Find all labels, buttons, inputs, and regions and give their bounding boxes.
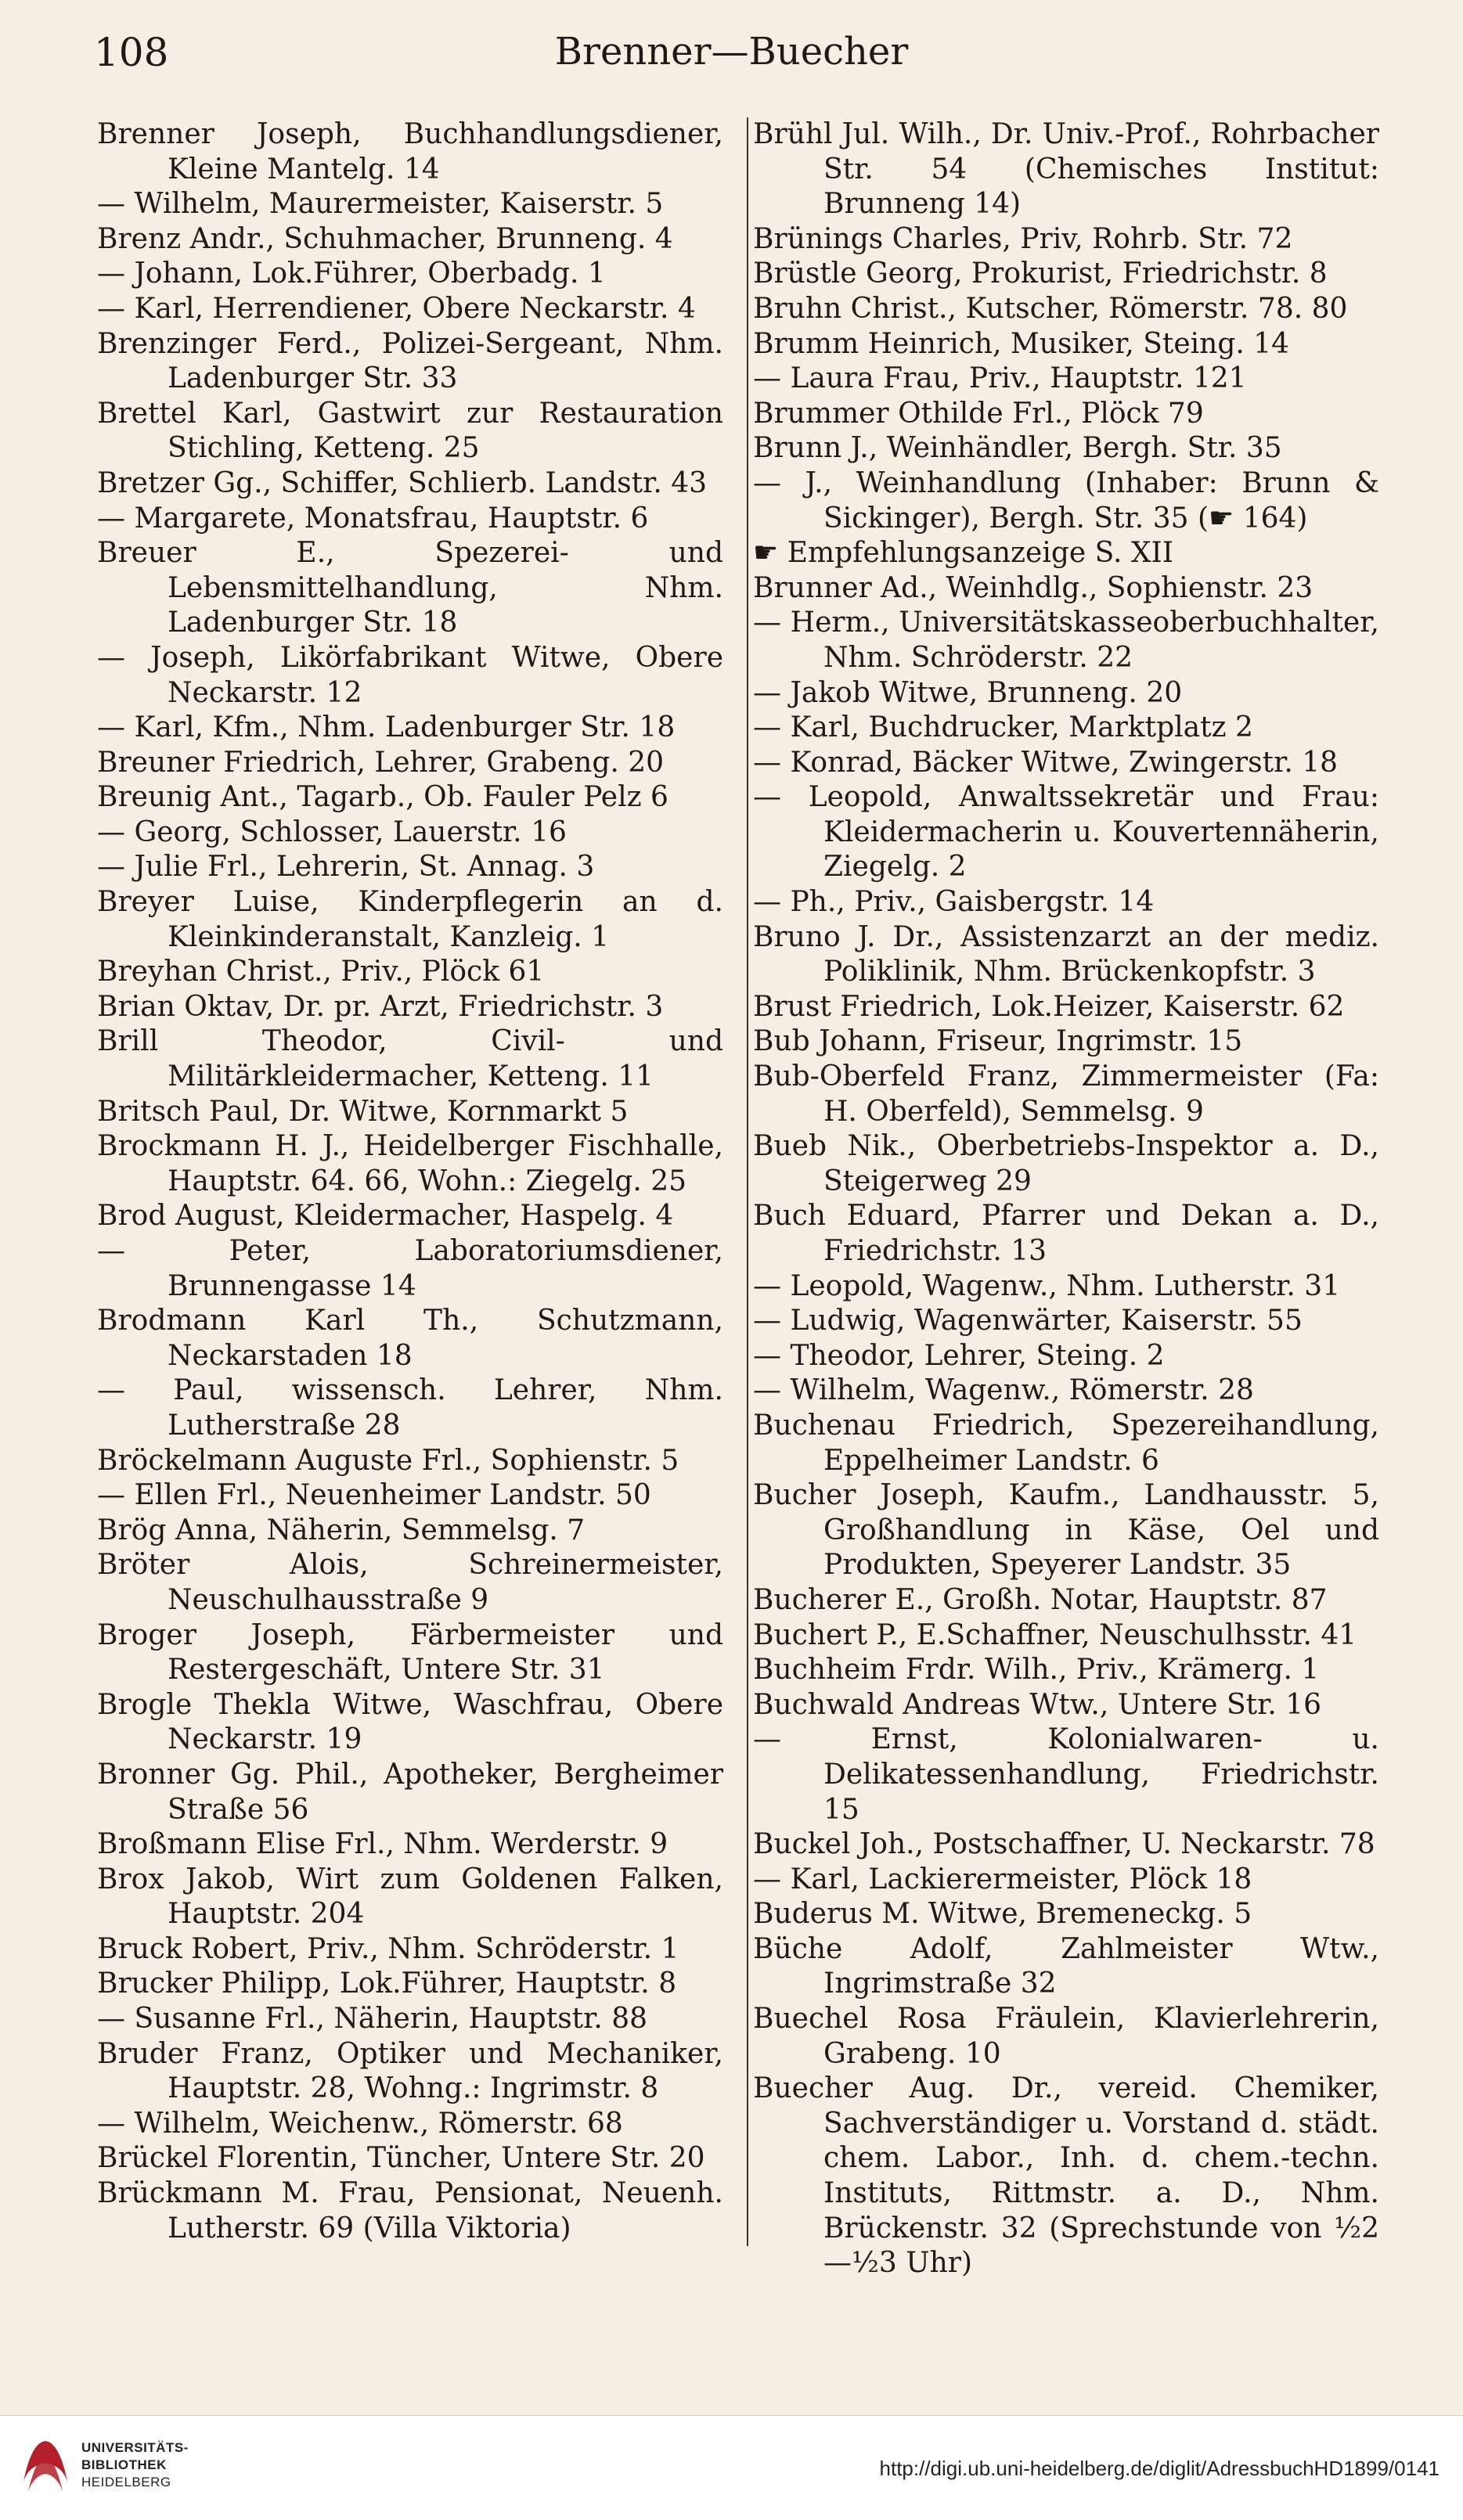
directory-entry: Brüstle Georg, Prokurist, Friedrichstr. 8 [753, 257, 1328, 290]
directory-entry: Brod August, Kleidermacher, Haspelg. 4 [97, 1200, 674, 1233]
directory-entry: — Johann, Lok.Führer, Oberbadg. 1 [97, 257, 723, 292]
directory-entry: — Georg, Schlosser, Lauerstr. 16 [97, 815, 723, 851]
page-number: 108 [94, 30, 169, 75]
library-name [81, 2439, 189, 2491]
directory-entry: Bronner Gg. Phil., Apotheker, Bergheimer Straße 56 [97, 1758, 723, 1826]
source-url-link[interactable]: http://digi.ub.uni-heidelberg.de/diglit/AdressbuchHD1899/0141 [879, 2457, 1440, 2480]
directory-entry: — Karl, Buchdrucker, Marktplatz 2 [753, 711, 1379, 746]
directory-entry: — Theodor, Lehrer, Steing. 2 [753, 1339, 1379, 1374]
directory-entry: — Peter, Laboratoriumsdiener, Brunnengasse 14 [97, 1234, 723, 1304]
directory-entry: — Wilhelm, Wagenw., Römerstr. 28 [753, 1373, 1379, 1409]
library-name-line-2: BIBLIOTHEK [81, 2457, 167, 2472]
directory-entry: Bub Johann, Friseur, Ingrimstr. 15 [753, 1025, 1243, 1058]
directory-entry: Breuer E., Spezerei- und Lebensmittelhandlung, Nhm. Ladenburger Str. 18 [97, 537, 723, 639]
left-column [97, 117, 723, 2246]
directory-entry: Brummer Othilde Frl., Plöck 79 [753, 397, 1204, 430]
directory-entry: — Susanne Frl., Näherin, Hauptstr. 88 [97, 2002, 723, 2037]
directory-entry: Bub-Oberfeld Franz, Zimmermeister (Fa: H. Oberfeld), Semmelsg. 9 [753, 1060, 1379, 1128]
directory-entry: Breuner Friedrich, Lehrer, Grabeng. 20 [97, 746, 665, 779]
directory-entry: — Margarete, Monatsfrau, Hauptstr. 6 [97, 502, 723, 537]
directory-entry: — Julie Frl., Lehrerin, St. Annag. 3 [97, 850, 723, 885]
directory-entry: Buch Eduard, Pfarrer und Dekan a. D., Friedrichstr. 13 [753, 1200, 1379, 1267]
directory-entry: — Paul, wissensch. Lehrer, Nhm. Lutherstraße 28 [97, 1373, 723, 1443]
footer-bar [0, 2415, 1463, 2520]
directory-entry: Büche Adolf, Zahlmeister Wtw., Ingrimstraße 32 [753, 1932, 1379, 2000]
directory-entry: — Wilhelm, Weichenw., Römerstr. 68 [97, 2107, 723, 2142]
directory-entry: — Laura Frau, Priv., Hauptstr. 121 [753, 362, 1379, 397]
directory-entry: Brenz Andr., Schuhmacher, Brunneng. 4 [97, 222, 673, 255]
directory-entry: — Karl, Lackierermeister, Plöck 18 [753, 1863, 1379, 1898]
directory-entry: — Ludwig, Wagenwärter, Kaiserstr. 55 [753, 1304, 1379, 1339]
directory-entry: Bucher Joseph, Kaufm., Landhausstr. 5, Großhandlung in Käse, Oel und Produkten, Speyerer Landstr. 35 [753, 1479, 1379, 1582]
directory-entry: Brög Anna, Näherin, Semmelsg. 7 [97, 1514, 586, 1546]
directory-entry: Breyer Luise, Kinderpflegerin an d. Kleinkinderanstalt, Kanzleig. 1 [97, 886, 723, 953]
directory-entry: Brodmann Karl Th., Schutzmann, Neckarstaden 18 [97, 1305, 723, 1372]
directory-entry: Brenner Joseph, Buchhandlungsdiener, Kleine Mantelg. 14 [97, 118, 723, 185]
directory-entry: Buchert P., E.Schaffner, Neuschulhsstr. 41 [753, 1618, 1357, 1651]
directory-entry: Bueb Nik., Oberbetriebs-Inspektor a. D., Steigerweg 29 [753, 1130, 1379, 1197]
directory-entry: — Karl, Kfm., Nhm. Ladenburger Str. 18 [97, 711, 723, 746]
library-logo-icon [16, 2435, 75, 2497]
directory-entry: Brumm Heinrich, Musiker, Steing. 14 [753, 327, 1290, 360]
directory-entry: Brucker Philipp, Lok.Führer, Hauptstr. 8 [97, 1967, 677, 2000]
directory-entry: Brian Oktav, Dr. pr. Arzt, Friedrichstr. 3 [97, 990, 664, 1023]
directory-entry: Brox Jakob, Wirt zum Goldenen Falken, Hauptstr. 204 [97, 1863, 723, 1931]
directory-entry: — Leopold, Anwaltssekretär und Frau: Kleidermacherin u. Kouvertennäherin, Ziegelg. 2 [753, 780, 1379, 885]
directory-entry: Bruck Robert, Priv., Nhm. Schröderstr. 1 [97, 1932, 679, 1965]
directory-entry: Buechel Rosa Fräulein, Klavierlehrerin, Grabeng. 10 [753, 2003, 1379, 2070]
directory-entry: Bröckelmann Auguste Frl., Sophienstr. 5 [97, 1444, 679, 1477]
directory-entry: Bruder Franz, Optiker und Mechaniker, Hauptstr. 28, Wohng.: Ingrimstr. 8 [97, 2037, 723, 2105]
library-name-line-3: HEIDELBERG [81, 2475, 171, 2489]
column-divider [747, 117, 748, 2246]
directory-entry: ☛ Empfehlungsanzeige S. XII [753, 537, 1173, 570]
directory-entry: — Wilhelm, Maurermeister, Kaiserstr. 5 [97, 187, 723, 222]
directory-entry: — Jakob Witwe, Brunneng. 20 [753, 676, 1379, 711]
directory-entry: Brenzinger Ferd., Polizei-Sergeant, Nhm. Ladenburger Str. 33 [97, 327, 723, 395]
page-header [94, 30, 1369, 85]
directory-entry: Buchheim Frdr. Wilh., Priv., Krämerg. 1 [753, 1654, 1320, 1687]
directory-entry: Brockmann H. J., Heidelberger Fischhalle, Hauptstr. 64. 66, Wohn.: Ziegelg. 25 [97, 1130, 723, 1197]
directory-entry: Bruno J. Dr., Assistenzarzt an der mediz. Poliklinik, Nhm. Brückenkopfstr. 3 [753, 920, 1379, 988]
directory-entry: Bucherer E., Großh. Notar, Hauptstr. 87 [753, 1583, 1328, 1616]
library-name-line-1: UNIVERSITÄTS- [81, 2440, 189, 2455]
directory-entry: Buecher Aug. Dr., vereid. Chemiker, Sachverständiger u. Vorstand d. städt. chem. Labor., Inh. d. chem.-techn. Instituts, Rittmstr. a. D., Nhm. Brückenstr. 32 (Sprechstunde von ½2—½3 Uhr) [753, 2072, 1379, 2280]
directory-entry: — Ernst, Kolonialwaren- u. Delikatessenhandlung, Friedrichstr. 15 [753, 1723, 1379, 1827]
directory-entry: Brunner Ad., Weinhdlg., Sophienstr. 23 [753, 571, 1313, 604]
directory-entry: Brettel Karl, Gastwirt zur Restauration Stichling, Ketteng. 25 [97, 397, 723, 465]
page-title: Brenner—Buecher [554, 30, 909, 74]
right-column [753, 117, 1379, 2281]
directory-entry: Breyhan Christ., Priv., Plöck 61 [97, 956, 545, 988]
directory-entry: Brückel Florentin, Tüncher, Untere Str. 20 [97, 2142, 705, 2175]
directory-entry: Breunig Ant., Tagarb., Ob. Fauler Pelz 6 [97, 781, 668, 814]
directory-entry: Bretzer Gg., Schiffer, Schlierb. Landstr. 43 [97, 466, 708, 499]
directory-entry: Bruhn Christ., Kutscher, Römerstr. 78. 80 [753, 292, 1348, 325]
directory-entry: — Herm., Universitätskasseoberbuchhalter, Nhm. Schröderstr. 22 [753, 606, 1379, 675]
directory-entry: Buderus M. Witwe, Bremeneckg. 5 [753, 1898, 1252, 1931]
directory-entry: — Konrad, Bäcker Witwe, Zwingerstr. 18 [753, 746, 1379, 781]
directory-entry: Broßmann Elise Frl., Nhm. Werderstr. 9 [97, 1828, 668, 1861]
directory-entry: Buchenau Friedrich, Spezereihandlung, Eppelheimer Landstr. 6 [753, 1409, 1379, 1477]
directory-entry: — Joseph, Likörfabrikant Witwe, Obere Neckarstr. 12 [97, 641, 723, 711]
directory-entry: Brill Theodor, Civil- und Militärkleidermacher, Ketteng. 11 [97, 1025, 723, 1093]
directory-entry: — Karl, Herrendiener, Obere Neckarstr. 4 [97, 292, 723, 327]
directory-entry: — J., Weinhandlung (Inhaber: Brunn & Sickinger), Bergh. Str. 35 (☛ 164) [753, 466, 1379, 536]
directory-entry: — Leopold, Wagenw., Nhm. Lutherstr. 31 [753, 1269, 1379, 1305]
directory-entry: Buckel Joh., Postschaffner, U. Neckarstr. 78 [753, 1828, 1375, 1861]
directory-entry: Brunn J., Weinhändler, Bergh. Str. 35 [753, 432, 1282, 465]
directory-entry: Bröter Alois, Schreinermeister, Neuschulhausstraße 9 [97, 1549, 723, 1616]
directory-entry: Brust Friedrich, Lok.Heizer, Kaiserstr. 62 [753, 990, 1345, 1023]
directory-entry: Buchwald Andreas Wtw., Untere Str. 16 [753, 1688, 1322, 1721]
directory-entry: Britsch Paul, Dr. Witwe, Kornmarkt 5 [97, 1095, 629, 1128]
directory-entry: Brückmann M. Frau, Pensionat, Neuenh. Lutherstr. 69 (Villa Viktoria) [97, 2177, 723, 2245]
directory-entry: Brühl Jul. Wilh., Dr. Univ.-Prof., Rohrbacher Str. 54 (Chemisches Institut: Brunneng 14) [753, 118, 1379, 221]
directory-entry: Brünings Charles, Priv, Rohrb. Str. 72 [753, 222, 1293, 255]
directory-entry: — Ellen Frl., Neuenheimer Landstr. 50 [97, 1478, 723, 1514]
directory-entry: — Ph., Priv., Gaisbergstr. 14 [753, 885, 1379, 920]
directory-entry: Broger Joseph, Färbermeister und Restergeschäft, Untere Str. 31 [97, 1618, 723, 1687]
directory-entry: Brogle Thekla Witwe, Waschfrau, Obere Neckarstr. 19 [97, 1688, 723, 1756]
